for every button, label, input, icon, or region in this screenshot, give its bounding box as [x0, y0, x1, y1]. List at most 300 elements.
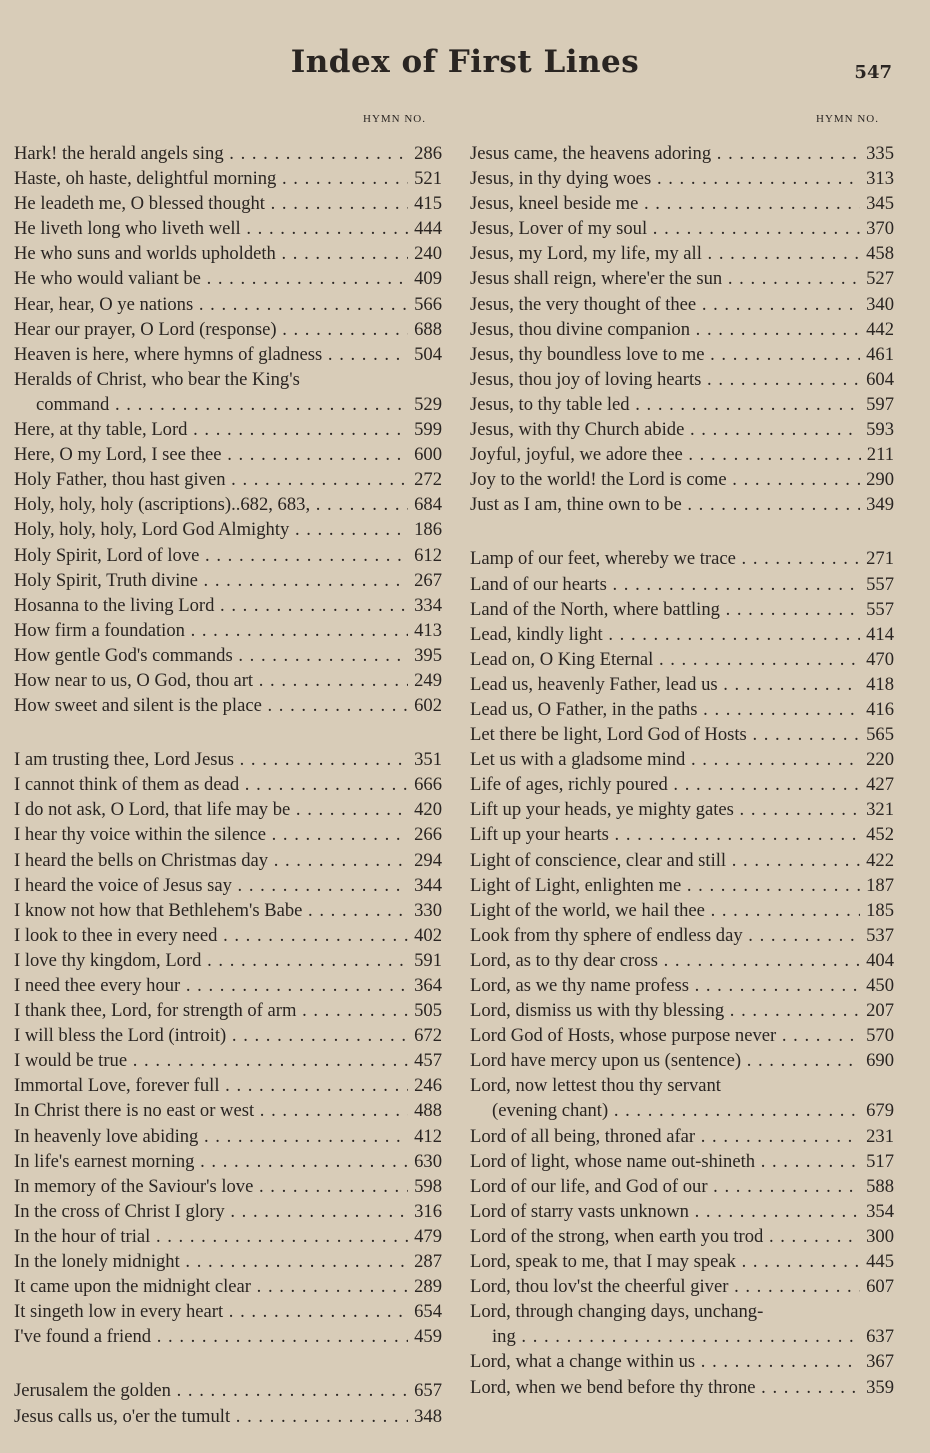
index-entry [14, 1048, 442, 1073]
index-entry [470, 697, 894, 722]
entry-first-line: Lamp of our feet, whereby we trace . . . [470, 546, 860, 571]
entry-first-line: How near to us, O God, thou art . . . [14, 668, 408, 693]
index-entry [470, 848, 894, 873]
entry-first-line: Jesus, thou joy of loving hearts . . . [470, 367, 860, 392]
index-entry [14, 797, 442, 822]
index-entry [470, 266, 894, 291]
entry-first-line: In heavenly love abiding . . . [14, 1124, 408, 1149]
index-entry [470, 1274, 894, 1299]
entry-hymn-number: 290 [866, 469, 894, 491]
entry-first-line: Lift up your heads, ye mighty gates . . . [470, 797, 860, 822]
entry-first-line: Immortal Love, forever full . . . [14, 1073, 408, 1098]
entry-hymn-number: 211 [866, 444, 894, 466]
entry-hymn-number: 231 [866, 1125, 894, 1147]
entry-first-line: Lord of light, whose name out-shineth . . . [470, 1149, 860, 1174]
entry-hymn-number: 672 [414, 1025, 442, 1047]
entry-hymn-number: 220 [866, 749, 894, 771]
entry-hymn-number: 249 [414, 669, 442, 691]
entry-hymn-number: 459 [414, 1326, 442, 1348]
entry-hymn-number: 402 [414, 924, 442, 946]
entry-first-line: In life's earnest morning . . . [14, 1149, 408, 1174]
entry-hymn-number: 272 [414, 469, 442, 491]
entry-hymn-number: 470 [866, 648, 894, 670]
index-entry [14, 442, 442, 467]
entry-first-line: Let us with a gladsome mind . . . [470, 747, 860, 772]
entry-first-line: Hosanna to the living Lord . . . [14, 593, 408, 618]
index-entry [14, 693, 442, 718]
left-index-column [14, 141, 442, 1429]
index-entry [470, 647, 894, 672]
entry-first-line: Lift up your hearts . . . [470, 822, 860, 847]
entry-hymn-number: 565 [866, 724, 894, 746]
index-entry [470, 216, 894, 241]
entry-first-line: Lord of all being, throned afar . . . [470, 1124, 860, 1149]
entry-first-line: Jesus calls us, o'er the tumult . . . [14, 1404, 408, 1429]
entry-hymn-number: 286 [414, 143, 442, 164]
entry-first-line: It singeth low in every heart . . . [14, 1299, 408, 1324]
index-entry [470, 747, 894, 772]
entry-first-line: command . . . [14, 392, 408, 417]
index-entry [470, 772, 894, 797]
entry-first-line: (evening chant) . . . [470, 1098, 860, 1123]
index-entry [14, 417, 442, 442]
entry-hymn-number: 370 [866, 218, 894, 240]
entry-first-line: Joyful, joyful, we adore thee . . . [470, 442, 861, 467]
entry-hymn-number: 442 [866, 318, 894, 340]
entry-first-line: Lord, when we bend before thy throne . . . [470, 1375, 860, 1400]
entry-hymn-number: 345 [866, 193, 894, 215]
entry-hymn-number: 416 [866, 698, 894, 720]
entry-hymn-number: 566 [414, 293, 442, 315]
index-entry [470, 1299, 894, 1324]
entry-first-line: I would be true . . . [14, 1048, 408, 1073]
index-entry [14, 1149, 442, 1174]
index-entry [470, 1174, 894, 1199]
entry-hymn-number: 340 [866, 293, 894, 315]
entry-hymn-number: 334 [414, 594, 442, 616]
entry-first-line: I love thy kingdom, Lord . . . [14, 948, 408, 973]
entry-hymn-number: 185 [866, 899, 894, 921]
entry-hymn-number: 348 [414, 1405, 442, 1427]
index-entry [470, 141, 894, 166]
entry-first-line: Lord, speak to me, that I may speak . . . [470, 1249, 860, 1274]
entry-first-line: Lord, what a change within us . . . [470, 1349, 860, 1374]
index-entry [14, 191, 442, 216]
entry-hymn-number: 527 [866, 268, 894, 290]
index-entry [470, 873, 894, 898]
entry-first-line: I cannot think of them as dead . . . [14, 772, 408, 797]
page-title: Index of First Lines [290, 44, 640, 80]
entry-hymn-number: 504 [414, 343, 442, 365]
index-entry [14, 998, 442, 1023]
entry-first-line: Jesus shall reign, where'er the sun . . . [470, 266, 860, 291]
entry-hymn-number: 461 [866, 343, 894, 365]
entry-hymn-number: 364 [414, 975, 442, 996]
entry-first-line: Jesus, my Lord, my life, my all . . . [470, 241, 860, 266]
entry-hymn-number: 597 [866, 393, 894, 415]
index-entry [14, 873, 442, 898]
entry-hymn-number: 457 [414, 1050, 442, 1072]
index-entry [470, 622, 894, 647]
index-entry [14, 392, 442, 417]
index-entry [14, 593, 442, 618]
entry-hymn-number: 289 [414, 1276, 442, 1298]
entry-first-line: Lord, as to thy dear cross . . . [470, 948, 860, 973]
entry-hymn-number: 420 [414, 799, 442, 821]
entry-first-line: How gentle God's commands . . . [14, 643, 408, 668]
entry-first-line: I heard the voice of Jesus say . . . [14, 873, 408, 898]
index-entry [470, 1023, 894, 1048]
entry-hymn-number: 452 [866, 824, 894, 846]
index-entry [470, 973, 894, 998]
entry-hymn-number: 517 [866, 1150, 894, 1172]
index-entry [470, 1048, 894, 1073]
index-entry [470, 1375, 894, 1400]
entry-hymn-number: 637 [866, 1326, 894, 1348]
index-entry [14, 643, 442, 668]
index-entry [14, 367, 442, 392]
entry-first-line: Here, at thy table, Lord . . . [14, 417, 408, 442]
entry-first-line: Life of ages, richly poured . . . [470, 772, 860, 797]
entry-hymn-number: 187 [866, 874, 894, 896]
index-entry [14, 1324, 442, 1349]
index-entry [470, 572, 894, 597]
entry-first-line: Jesus, to thy table led . . . [470, 392, 860, 417]
index-entry [14, 543, 442, 568]
entry-first-line: Light of conscience, clear and still . . . [470, 848, 860, 873]
entry-hymn-number: 479 [414, 1225, 442, 1247]
entry-hymn-number: 412 [414, 1125, 442, 1147]
index-entry [470, 166, 894, 191]
entry-first-line: In the hour of trial . . . [14, 1224, 408, 1249]
entry-first-line: Here, O my Lord, I see thee . . . [14, 442, 408, 467]
entry-hymn-number: 607 [866, 1276, 894, 1298]
entry-hymn-number: 537 [866, 924, 894, 946]
index-entry [14, 266, 442, 291]
index-entry [14, 292, 442, 317]
entry-hymn-number: 335 [866, 143, 894, 164]
entry-first-line: Hear our prayer, O Lord (response) . . . [14, 317, 408, 342]
entry-hymn-number: 657 [414, 1380, 442, 1402]
entry-first-line: I need thee every hour . . . [14, 973, 408, 998]
index-entry [14, 1073, 442, 1098]
entry-first-line: Hear, hear, O ye nations . . . [14, 292, 408, 317]
section-gap [470, 517, 894, 546]
index-entry [14, 1124, 442, 1149]
index-entry [470, 797, 894, 822]
entry-hymn-number: 666 [414, 774, 442, 796]
entry-first-line: Joy to the world! the Lord is come . . . [470, 467, 860, 492]
entry-first-line: Jesus, thou divine companion . . . [470, 317, 860, 342]
entry-first-line: He who would valiant be . . . [14, 266, 408, 291]
entry-first-line: How sweet and silent is the place . . . [14, 693, 408, 718]
entry-hymn-number: 349 [866, 494, 894, 516]
entry-hymn-number: 409 [414, 268, 442, 290]
entry-hymn-number: 418 [866, 673, 894, 695]
index-entry [470, 923, 894, 948]
entry-first-line: Jesus came, the heavens adoring . . . [470, 141, 860, 166]
entry-hymn-number: 684 [414, 494, 442, 516]
entry-first-line: Holy, holy, holy (ascriptions)..682, 683, . . . [14, 492, 408, 517]
entry-first-line: I am trusting thee, Lord Jesus . . . [14, 747, 408, 772]
entry-first-line: In Christ there is no east or west . . . [14, 1098, 408, 1123]
index-entry [470, 1324, 894, 1349]
entry-hymn-number: 591 [414, 949, 442, 971]
index-entry [14, 948, 442, 973]
index-entry [14, 141, 442, 166]
entry-first-line: Jesus, Lover of my soul . . . [470, 216, 860, 241]
entry-first-line: Jesus, the very thought of thee . . . [470, 292, 860, 317]
entry-first-line: Jesus, in thy dying woes . . . [470, 166, 860, 191]
entry-hymn-number: 557 [866, 573, 894, 595]
entry-first-line: I hear thy voice within the silence . . . [14, 822, 408, 847]
index-entry [14, 317, 442, 342]
index-entry [470, 442, 894, 467]
index-entry [470, 948, 894, 973]
entry-first-line: Light of the world, we hail thee . . . [470, 898, 860, 923]
entry-hymn-number: 415 [414, 193, 442, 215]
index-entry [14, 772, 442, 797]
index-entry [470, 1199, 894, 1224]
entry-first-line: I look to thee in every need . . . [14, 923, 408, 948]
entry-first-line: Heralds of Christ, who bear the King's [14, 368, 300, 390]
entry-first-line: Holy, holy, holy, Lord God Almighty . . . [14, 517, 408, 542]
entry-first-line: Lord, now lettest thou thy servant [470, 1075, 721, 1097]
entry-first-line: I've found a friend . . . [14, 1324, 408, 1349]
entry-first-line: It came upon the midnight clear . . . [14, 1274, 408, 1299]
section-gap [14, 1349, 442, 1378]
index-entry [14, 1404, 442, 1429]
entry-first-line: Lord, as we thy name profess . . . [470, 973, 860, 998]
section-gap [14, 718, 442, 747]
index-entry [470, 1073, 894, 1098]
index-entry [14, 1023, 442, 1048]
entry-hymn-number: 599 [414, 419, 442, 441]
index-entry [470, 1224, 894, 1249]
entry-first-line: Lord of starry vasts unknown . . . [470, 1199, 860, 1224]
index-entry [14, 166, 442, 191]
entry-first-line: Holy Spirit, Lord of love . . . [14, 543, 408, 568]
index-entry [14, 517, 442, 542]
entry-hymn-number: 294 [414, 849, 442, 871]
index-entry [470, 597, 894, 622]
entry-first-line: Hark! the herald angels sing . . . [14, 141, 408, 166]
entry-hymn-number: 570 [866, 1025, 894, 1047]
index-entry [470, 342, 894, 367]
index-entry [14, 342, 442, 367]
index-entry [470, 722, 894, 747]
entry-first-line: How firm a foundation . . . [14, 618, 408, 643]
entry-hymn-number: 240 [414, 243, 442, 265]
entry-hymn-number: 300 [866, 1225, 894, 1247]
index-entry [470, 1124, 894, 1149]
index-entry [470, 191, 894, 216]
entry-hymn-number: 529 [414, 393, 442, 415]
index-entry [470, 822, 894, 847]
index-entry [14, 1299, 442, 1324]
index-entry [470, 1098, 894, 1123]
index-entry [14, 216, 442, 241]
index-entry [470, 241, 894, 266]
index-entry [14, 973, 442, 998]
entry-first-line: ing . . . [470, 1324, 860, 1349]
index-entry [14, 241, 442, 266]
index-entry [470, 898, 894, 923]
index-entry [470, 367, 894, 392]
entry-first-line: In the lonely midnight . . . [14, 1249, 408, 1274]
right-column-header: HYMN NO. [816, 113, 879, 125]
entry-first-line: In the cross of Christ I glory . . . [14, 1199, 408, 1224]
entry-hymn-number: 557 [866, 598, 894, 620]
index-entry [470, 417, 894, 442]
index-entry [14, 1098, 442, 1123]
entry-hymn-number: 367 [866, 1351, 894, 1373]
index-entry [14, 618, 442, 643]
entry-first-line: Heaven is here, where hymns of gladness . . . [14, 342, 408, 367]
entry-first-line: Holy Spirit, Truth divine . . . [14, 568, 408, 593]
entry-first-line: He who suns and worlds upholdeth . . . [14, 241, 408, 266]
entry-first-line: I know not how that Bethlehem's Babe . . . [14, 898, 408, 923]
index-entry [14, 668, 442, 693]
entry-hymn-number: 186 [414, 519, 442, 541]
entry-hymn-number: 488 [414, 1100, 442, 1122]
index-entry [14, 898, 442, 923]
entry-hymn-number: 330 [414, 899, 442, 921]
entry-hymn-number: 588 [866, 1175, 894, 1197]
entry-hymn-number: 344 [414, 874, 442, 896]
entry-first-line: I heard the bells on Christmas day . . . [14, 848, 408, 873]
entry-first-line: Lead us, O Father, in the paths . . . [470, 697, 860, 722]
entry-first-line: Lord God of Hosts, whose purpose never . . . [470, 1023, 860, 1048]
entry-first-line: Jesus, with thy Church abide . . . [470, 417, 860, 442]
entry-hymn-number: 654 [414, 1301, 442, 1323]
page-number: 547 [854, 62, 892, 83]
entry-first-line: Lord, through changing days, unchang- [470, 1301, 764, 1323]
index-entry [14, 492, 442, 517]
entry-first-line: Lord have mercy upon us (sentence) . . . [470, 1048, 860, 1073]
index-entry [470, 546, 894, 571]
entry-first-line: Just as I am, thine own to be . . . [470, 492, 860, 517]
index-entry [470, 1149, 894, 1174]
entry-hymn-number: 690 [866, 1050, 894, 1072]
left-column-header: HYMN NO. [363, 113, 426, 125]
entry-first-line: Land of our hearts . . . [470, 572, 860, 597]
entry-first-line: I will bless the Lord (introit) . . . [14, 1023, 408, 1048]
entry-hymn-number: 444 [414, 218, 442, 240]
index-entry [14, 923, 442, 948]
index-entry [14, 747, 442, 772]
index-entry [470, 1249, 894, 1274]
right-index-column [470, 141, 894, 1400]
entry-first-line: I thank thee, Lord, for strength of arm . . . [14, 998, 408, 1023]
entry-first-line: Lord of the strong, when earth you trod . . . [470, 1224, 860, 1249]
entry-hymn-number: 521 [414, 168, 442, 190]
entry-first-line: Jesus, thy boundless love to me . . . [470, 342, 860, 367]
index-entry [470, 467, 894, 492]
entry-first-line: Lead us, heavenly Father, lead us . . . [470, 672, 860, 697]
entry-first-line: Lead, kindly light . . . [470, 622, 860, 647]
index-entry [470, 317, 894, 342]
entry-hymn-number: 414 [866, 623, 894, 645]
entry-first-line: Lord, thou lov'st the cheerful giver . . . [470, 1274, 860, 1299]
entry-hymn-number: 271 [866, 548, 894, 570]
index-entry [14, 1378, 442, 1403]
entry-first-line: Land of the North, where battling . . . [470, 597, 860, 622]
entry-hymn-number: 267 [414, 569, 442, 591]
entry-first-line: He leadeth me, O blessed thought . . . [14, 191, 408, 216]
entry-first-line: Haste, oh haste, delightful morning . . . [14, 166, 408, 191]
entry-hymn-number: 450 [866, 975, 894, 996]
index-entry [14, 822, 442, 847]
entry-hymn-number: 246 [414, 1075, 442, 1097]
entry-first-line: Let there be light, Lord God of Hosts . . . [470, 722, 860, 747]
entry-first-line: He liveth long who liveth well . . . [14, 216, 408, 241]
entry-first-line: Lord, dismiss us with thy blessing . . . [470, 998, 860, 1023]
entry-hymn-number: 458 [866, 243, 894, 265]
entry-hymn-number: 316 [414, 1200, 442, 1222]
index-entry [470, 672, 894, 697]
entry-hymn-number: 630 [414, 1150, 442, 1172]
entry-hymn-number: 427 [866, 774, 894, 796]
index-entry [14, 848, 442, 873]
index-entry [14, 1274, 442, 1299]
entry-first-line: Jerusalem the golden . . . [14, 1378, 408, 1403]
entry-hymn-number: 321 [866, 799, 894, 821]
entry-first-line: In memory of the Saviour's love . . . [14, 1174, 408, 1199]
index-entry [14, 1174, 442, 1199]
entry-hymn-number: 359 [866, 1376, 894, 1398]
entry-first-line: Lead on, O King Eternal . . . [470, 647, 860, 672]
index-entry [470, 492, 894, 517]
index-entry [14, 1249, 442, 1274]
index-entry [14, 1199, 442, 1224]
entry-first-line: Jesus, kneel beside me . . . [470, 191, 860, 216]
entry-hymn-number: 287 [414, 1251, 442, 1273]
index-entry [14, 568, 442, 593]
entry-hymn-number: 413 [414, 619, 442, 641]
entry-hymn-number: 266 [414, 824, 442, 846]
entry-hymn-number: 679 [866, 1100, 894, 1122]
entry-hymn-number: 505 [414, 1000, 442, 1022]
entry-hymn-number: 593 [866, 419, 894, 441]
entry-hymn-number: 612 [414, 544, 442, 566]
entry-hymn-number: 604 [866, 368, 894, 390]
index-entry [470, 1349, 894, 1374]
entry-hymn-number: 395 [414, 644, 442, 666]
entry-hymn-number: 598 [414, 1175, 442, 1197]
entry-first-line: Look from thy sphere of endless day . . . [470, 923, 860, 948]
entry-first-line: Holy Father, thou hast given . . . [14, 467, 408, 492]
entry-hymn-number: 351 [414, 749, 442, 771]
entry-first-line: Lord of our life, and God of our . . . [470, 1174, 860, 1199]
entry-hymn-number: 602 [414, 695, 442, 717]
index-entry [14, 1224, 442, 1249]
entry-hymn-number: 600 [414, 444, 442, 466]
index-entry [470, 292, 894, 317]
entry-hymn-number: 688 [414, 318, 442, 340]
entry-hymn-number: 404 [866, 949, 894, 971]
entry-hymn-number: 445 [866, 1251, 894, 1273]
entry-hymn-number: 422 [866, 849, 894, 871]
entry-first-line: Light of Light, enlighten me . . . [470, 873, 860, 898]
entry-hymn-number: 207 [866, 1000, 894, 1022]
entry-hymn-number: 313 [866, 168, 894, 190]
index-entry [470, 998, 894, 1023]
entry-hymn-number: 354 [866, 1200, 894, 1222]
index-entry [470, 392, 894, 417]
index-entry [14, 467, 442, 492]
entry-first-line: I do not ask, O Lord, that life may be . . . [14, 797, 408, 822]
